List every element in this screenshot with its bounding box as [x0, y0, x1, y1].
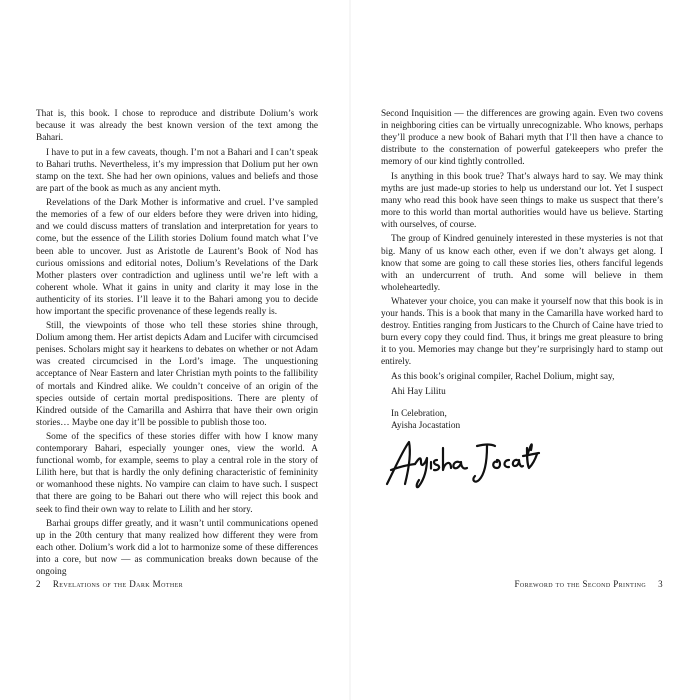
signature-block	[381, 408, 663, 492]
page-number: 2	[36, 579, 41, 589]
paragraph: As this book’s original compiler, Rachel Dolium, might say,	[391, 371, 615, 382]
paragraph: Is anything in this book true? That’s always hard to say. We may think myths are just made-up stories to help us understand our lot. Yet I suspect many who read this book have seen things to make us suspect that there’s more to this world than mortal authorities would have us believe. Starting with ourselves, of course.	[381, 171, 663, 230]
page-number: 3	[658, 579, 663, 589]
paragraph: Still, the viewpoints of those who tell these stories shine through, Dolium among them. Her artist depicts Adam and Lucifer with circumcised penises. Scholars might say it hearkens to debates on whether or not Adam was created circumcised in the Lord’s image. The unquestioning acceptance of Near Eastern and later Christian myth points to the fallibility of mortals and Kindred alike. We couldn’t conceive of an origin of the species outside of certain mortal predispositions. There are plenty of Kindred outside of the Camarilla and Ashirra that have their own origin stories… Maybe one day it’ll be possible to publish those too.	[36, 321, 318, 428]
handwritten-signature	[381, 434, 541, 492]
paragraph: Some of the specifics of these stories differ with how I know many contemporary Bahari, especially younger ones, view the world. A functional womb, for example, seems to play a central role in the story of Lilith here, but that is hardly the only defining characteristic of femininity or womanhood these nights. No vampire can claim to have such. I suspect that there are going to be Bahari out there who will reject this book and seek to find their own way to relate to Lilith and her story.	[36, 432, 318, 515]
closing-line: In Celebration,	[391, 408, 447, 419]
paragraph: That is, this book. I chose to reproduce and distribute Dolium’s work because it was already the best known version of the text among the Bahari.	[36, 109, 318, 144]
left-page-footer	[36, 579, 183, 589]
paragraph: Ahi Hay Lilitu	[391, 386, 446, 397]
right-page-footer	[514, 579, 663, 589]
paragraph: Barhai groups differ greatly, and it wasn’t until communications opened up in the 20th century that many realized how different they were from each other. Dolium’s work did a lot to harmonize some of these differences into a core, but now — as communication breaks down because of the ongoing	[36, 519, 318, 578]
left-text-column	[36, 108, 318, 581]
paragraph: Second Inquisition — the differences are growing again. Even two covens in neighboring cities can be virtually unrecognizable. Who knows, perhaps they’ll produce a new book of Bahari myth that I’ll then have a chance to distribute to the consternation of powerful gatekeepers who prefer the memory of our kind tightly controlled.	[381, 109, 663, 168]
author-name: Ayisha Jocastation	[391, 420, 461, 431]
running-title: Revelations of the Dark Mother	[52, 579, 184, 589]
paragraph: Whatever your choice, you can make it yourself now that this book is in your hands. This is a book that many in the Camarilla have worked hard to destroy. Entities ranging from Justicars to the Church of Caine have tried to burn every copy they could find. Thus, it brings me great pleasure to bring it to you. Memories may change but they’re surprisingly hard to stamp out entirely.	[381, 297, 663, 368]
right-page	[350, 0, 700, 700]
running-title: Foreword to the Second Printing	[514, 579, 647, 589]
paragraph: I have to put in a few caveats, though. I’m not a Bahari and I can’t speak to Bahari truths. Nevertheless, it’s my impression that Dolium put her own stamp on the text. She had her own opinions, values and beliefs and those are part of the book as much as any ancient myth.	[36, 147, 318, 194]
paragraph: The group of Kindred genuinely interested in these mysteries is not that big. Many of us know each other, even if we don’t always get along. I know that some are going to call these stories lies, others fanciful legends with an undercurrent of truth. And some will believe in them wholeheartedly.	[381, 234, 663, 293]
paragraph: Revelations of the Dark Mother is informative and cruel. I’ve sampled the memories of a few of our elders before they were driven into hiding, and we could discuss matters of translation and interpretation for years to come, but the essence of the Lilith stories Dolium found match what I’ve been able to uncover. Just as Aristotle de Laurent’s Book of Nod has curious omissions and editorial notes, Dolium’s Revelations of the Dark Mother plasters over contradiction and ugliness until we’re left with a coherent whole. What it gains in unity and clarity it may lose in the authenticity of its stories. I’ll leave it to the Bahari among you to decide how important the specific provenance of these legends really is.	[36, 198, 318, 317]
right-text-column	[381, 108, 663, 492]
